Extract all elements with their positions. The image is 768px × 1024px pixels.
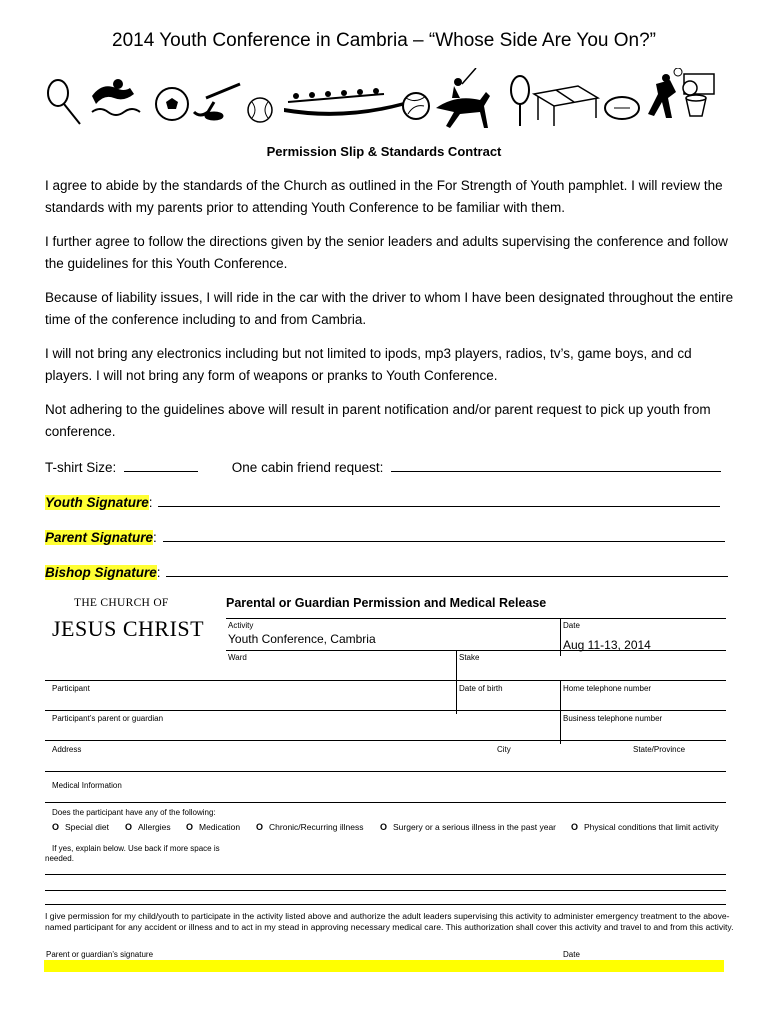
state-label: State/Province <box>633 745 686 754</box>
stake-label: Stake <box>459 653 480 662</box>
electronics-paragraph: I will not bring any electronics including but not limited to ipods, mp3 players, radios, tv’s, game boys, and cd players. I will not bring any form of weapons or pranks to Youth Conference. <box>45 346 692 383</box>
church-logo-line2: JESUS CHRIST <box>52 616 205 641</box>
form-rule <box>45 710 726 711</box>
standards-paragraph: I agree to abide by the standards of the Church as outlined in the For Strength of Youth pamphlet. I will review the standards with my parents prior to attending Youth Conference to be familiar with them. <box>45 178 723 215</box>
option-chronic-illness[interactable]: O Chronic/Recurring illness <box>256 822 364 832</box>
activity-label: Activity <box>228 621 254 630</box>
explain-instruction: If yes, explain below. Use back if more space is <box>52 844 220 853</box>
hockey-stick-icon <box>194 84 240 119</box>
consequences-paragraph: Not adhering to the guidelines above will result in parent notification and/or parent request to pick up youth from conference. <box>45 402 711 439</box>
tennis-racket-icon <box>511 76 529 126</box>
volleyball-icon <box>403 93 429 119</box>
option-medication[interactable]: O Medication <box>186 822 241 832</box>
bishop-signature-field[interactable] <box>166 562 728 577</box>
form-rule <box>45 680 726 681</box>
option-allergies[interactable]: O Allergies <box>125 822 171 832</box>
bishop-signature-label: Bishop Signature <box>45 565 157 580</box>
liability-paragraph: Because of liability issues, I will ride in the car with the driver to whom I have been designated throughout the entire time of the conference including to and from Cambria. <box>45 290 734 327</box>
football-icon <box>605 97 639 119</box>
guardian-signature-highlight[interactable] <box>44 960 724 972</box>
explain-line[interactable] <box>45 874 726 875</box>
baseball-icon <box>248 98 272 122</box>
option-surgery[interactable]: O Surgery or a serious illness in the past year <box>380 822 557 832</box>
parent-signature-label: Parent Signature <box>45 530 154 545</box>
cabin-label: One cabin friend request: <box>231 460 384 475</box>
badminton-icon <box>48 80 80 124</box>
ward-label: Ward <box>228 653 247 662</box>
business-phone-label: Business telephone number <box>563 714 663 723</box>
dob-label: Date of birth <box>459 684 503 693</box>
youth-signature-row: Youth Signature: <box>45 492 720 512</box>
guardian-signature-label: Parent or guardian’s signature <box>46 950 154 959</box>
address-label: Address <box>52 745 82 754</box>
tshirt-row <box>45 457 721 477</box>
form-title: Parental or Guardian Permission and Medical Release <box>226 596 547 610</box>
rowing-crew-icon <box>284 88 404 116</box>
tshirt-field[interactable] <box>124 457 198 472</box>
form-rule <box>456 650 457 714</box>
cabin-request-field[interactable] <box>391 457 721 472</box>
form-rule <box>45 740 726 741</box>
form-rule <box>45 771 726 772</box>
swimmer-icon <box>92 79 140 115</box>
form-rule <box>226 650 726 651</box>
ping-pong-table-icon <box>534 86 598 126</box>
parent-signature-row: Parent Signature: <box>45 527 725 547</box>
explain-line[interactable] <box>45 904 726 905</box>
soccer-ball-icon <box>156 88 188 120</box>
church-logo-line1: THE CHURCH OF <box>74 597 169 609</box>
signature-date-label: Date <box>563 950 580 959</box>
option-special-diet[interactable]: O Special diet <box>52 822 109 832</box>
option-physical-conditions[interactable]: O Physical conditions that limit activity <box>571 822 719 832</box>
medical-question: Does the participant have any of the following: <box>52 808 216 817</box>
city-label: City <box>497 745 511 754</box>
tshirt-label: T-shirt Size: <box>45 460 117 475</box>
polo-horse-icon <box>436 68 490 128</box>
bishop-signature-row: Bishop Signature: <box>45 562 728 582</box>
form-rule <box>45 802 726 803</box>
directions-paragraph: I further agree to follow the directions given by the senior leaders and adults supervising the conference and follow the guidelines for this Youth Conference. <box>45 234 728 271</box>
page-title: 2014 Youth Conference in Cambria – “Whose Side Are You On?” <box>112 30 656 51</box>
home-phone-label: Home telephone number <box>563 684 652 693</box>
sports-icons-strip <box>44 68 716 130</box>
explain-instruction-2: needed. <box>45 854 74 863</box>
explain-line[interactable] <box>45 890 726 891</box>
date-label: Date <box>563 621 580 630</box>
youth-signature-label: Youth Signature <box>45 495 149 510</box>
youth-signature-field[interactable] <box>158 492 720 507</box>
form-rule <box>226 618 726 619</box>
activity-field[interactable]: Youth Conference, Cambria <box>228 632 376 646</box>
parent-signature-field[interactable] <box>163 527 725 542</box>
date-field[interactable]: Aug 11-13, 2014 <box>563 638 651 652</box>
form-subtitle: Permission Slip & Standards Contract <box>266 144 502 159</box>
guardian-label: Participant’s parent or guardian <box>52 714 164 723</box>
medical-info-label: Medical Information <box>52 781 122 790</box>
permission-statement: I give permission for my child/youth to participate in the activity listed above and authorize the adult leaders supervising this activity to administer emergency treatment to the above-named participant for any accident or illness and to act in my stead in approving necessary medical care. This authorization shall cover this activity and travel to and from this activity. <box>45 911 734 932</box>
volleyball-player-icon <box>648 68 682 118</box>
form-rule <box>560 680 561 744</box>
participant-label: Participant <box>52 684 90 693</box>
basketball-hoop-icon <box>683 74 714 116</box>
